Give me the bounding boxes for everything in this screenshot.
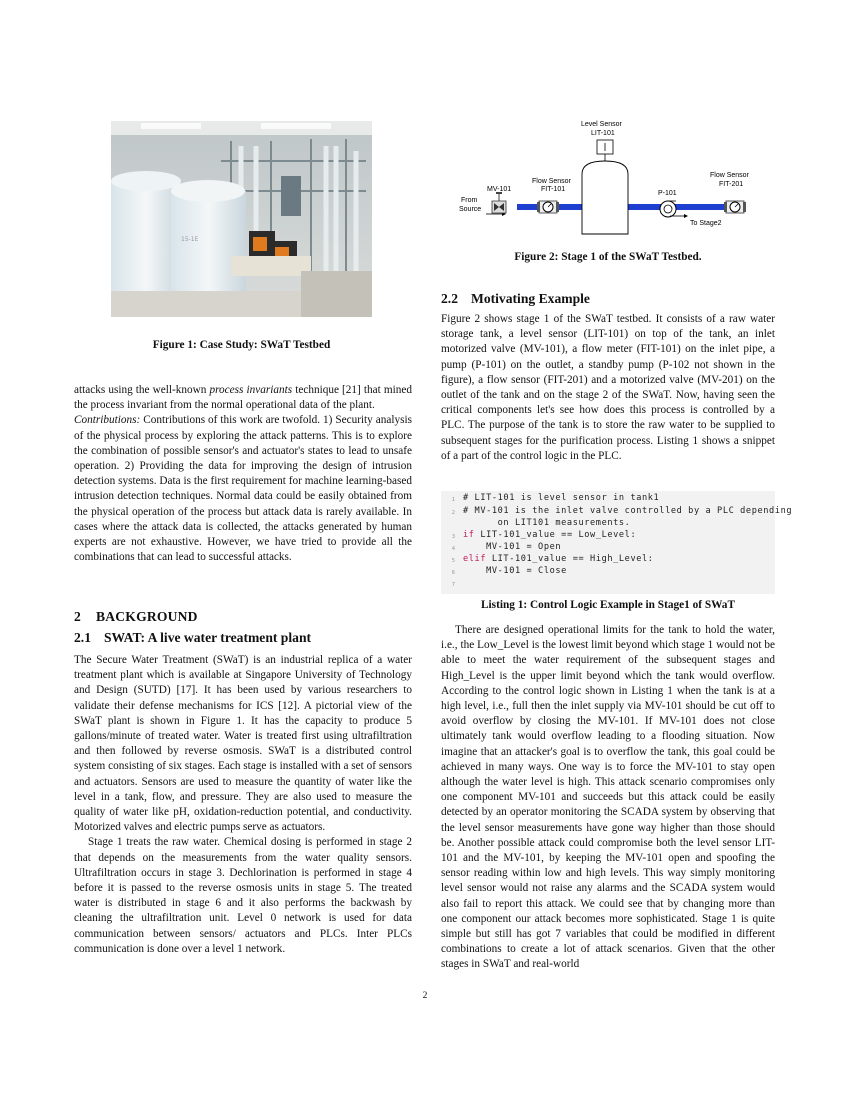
- paragraph: There are designed operational limits for the tank to hold the water, i.e., the Low_Level is the lowest limit beyond which stage 1 would not be able to meet the water requirement of the subsequent stages and High_Level is the upper limit beyond which the tank would overflow. According to the control logic shown in Listing 1 when the tank is at a high level, i.e., full then the inlet supply via MV-101 should be cut off to avoid overflow by closing the MV-101. If MV-101 does not close ultimately tank would overflow leading to a flooding situation. Now imagine that an attacker's goal is to overflow the tank, this goal could be achieved in many ways. One way is to force the MV-101 to stay open although the water level is high. This attack scenario compromises only one component MV-101 and succeeds but this attack could be easily detected by an operator monitoring the SCADA system by observing that the level sensor measurements have gone way higher than those should be. Another possible attack could compromise both the level sensor LIT-101 and the MV-101, by keeping the MV-101 open and spoofing the sensor reading within low and high levels. This way simply monitoring level sensor would not raise any alarms and the SCADA system would also fail to report this attack. We could see that by changing more than one component our attack becomes more sophisticated. Stage 1 is quite simple but still has got 7 variables that could be modified in different combinations to create a lot of attack scenarios. Given that the other stages in SWaT and real-world: [441, 624, 775, 971]
- valve-icon: [492, 192, 506, 213]
- section-heading: 2 BACKGROUND: [74, 609, 198, 624]
- code-listing: [441, 491, 793, 594]
- figure1-photo: [111, 121, 372, 317]
- figure2-diagram: [452, 116, 782, 246]
- level-sensor-label: Level Sensor: [581, 121, 622, 128]
- code-line: elif LIT-101_value == High_Level:: [463, 554, 654, 564]
- contributions-paragraph: Contributions: Contributions of this work are twofold. 1) Security analysis of the physical process by exploring the attack patterns. This is to explore the combination of possible sensor's and actuator's states to lead to unsafe operation. 2) Providing the data for improving the design of intrusion detection systems. Data is the first requirement for machine learning-based intrusion detection techniques. Normal data could be easily obtained from the physical operation of the process but attack data is rarely available. In cases where the attack data is collected, the attacks generated by human experts are not exhaustive. However, we have tried to provide all the combinations that can lead to successful attacks.: [74, 414, 412, 564]
- right-column-top: [441, 312, 775, 464]
- figure1-caption: Figure 1: Case Study: SWaT Testbed: [152, 339, 331, 351]
- paragraph: Stage 1 treats the raw water. Chemical dosing is performed in stage 2 that depends on the measurements from the water quality sensors. Ultrafiltration occurs in stage 3. Dechlorination is performed in stage 4 before it is passed to the reverse osmosis units in stage 5. The treated water is distributed in stage 6 and it also performs the backwash by cleaning the ultrafiltration unit. Level 0 network is used for data communication between sensors/ actuators and PLCs. Inter PLCs communication is done over a level 1 network.: [74, 836, 412, 955]
- right-column-bottom: [441, 623, 775, 973]
- source-label: Source: [459, 206, 482, 213]
- left-column-bottom: [74, 653, 412, 957]
- code-line: # MV-101 is the inlet valve controlled by a PLC depending: [463, 506, 793, 516]
- code-line: MV-101 = Close: [463, 566, 567, 576]
- line-number: 7: [451, 582, 455, 588]
- paragraph: attacks using the well-known process invariants technique [21] that mined the process invariant from the normal operational data of the plant.: [74, 384, 412, 412]
- pump-icon: [660, 201, 676, 217]
- figure2-caption: Figure 2: Stage 1 of the SWaT Testbed.: [514, 251, 702, 263]
- code-line: # LIT-101 is level sensor in tank1: [463, 493, 660, 503]
- line-number: 2: [451, 510, 455, 516]
- flow-sensor-1-label: Flow Sensor: [532, 178, 571, 185]
- line-number: 5: [451, 558, 455, 564]
- tank-label: 15-1E: [181, 236, 199, 243]
- line-number: 3: [451, 534, 455, 540]
- fit201-label: FIT-201: [719, 181, 744, 188]
- raw-water-tank: [582, 161, 628, 234]
- line-number: 1: [451, 497, 455, 503]
- from-label: From: [461, 197, 478, 204]
- flow-sensor-icon-2: [724, 201, 746, 213]
- lit101-label: LIT-101: [591, 130, 615, 137]
- fit101-label: FIT-101: [541, 186, 566, 193]
- line-number: 6: [451, 570, 455, 576]
- subsection-heading: 2.1 SWAT: A live water treatment plant: [74, 630, 312, 645]
- listing-caption: Listing 1: Control Logic Example in Stage1 of SWaT: [481, 599, 735, 611]
- line-number: 4: [451, 546, 455, 552]
- to-stage2-label: To Stage2: [690, 220, 722, 227]
- code-line: on LIT101 measurements.: [463, 518, 631, 528]
- outlet-pipe-2: [674, 204, 726, 210]
- swat-testbed-photo: [111, 121, 372, 317]
- paragraph: Figure 2 shows stage 1 of the SWaT testbed. It consists of a raw water storage tank, a level sensor (LIT-101) on top of the tank, an inlet motorized valve (MV-101), a flow meter (FIT-101) on the inlet pipe, a pump (P-101) on the outlet, a standby pump (P-102 not shown in the figure), a flow sensor (FIT-201) and a motorized valve (MV-201) on the outlet of the tank and on the stage 2 of the SWaT. Now, having seen the critical components let's see how does this process is controlled by a PLC. The purpose of the tank is to store the raw water to be supplied to subsequent stages for the purification process. Listing 1 shows a snippet of a part of the control logic in the PLC.: [441, 313, 775, 462]
- flow-sensor-icon: [537, 201, 559, 213]
- flow-sensor-2-label: Flow Sensor: [710, 172, 749, 179]
- left-column-top: [74, 383, 412, 565]
- subsection-heading: 2.2 Motivating Example: [441, 291, 590, 306]
- code-line: MV-101 = Open: [463, 542, 562, 552]
- p101-label: P-101: [658, 190, 677, 197]
- paragraph: The Secure Water Treatment (SWaT) is an industrial replica of a water treatment plant which is available at Singapore University of Technology and Design (SUTD) [17]. It has been used by various researchers to validate their defense mechanisms for ICS [12]. A pictorial view of the SWaT plant is shown in Figure 1. It has the capacity to produce 5 gallons/minute of treated water. Water is treated first using ultrafiltration and then followed by reverse osmosis. SWaT is a distributed control system consisting of six stages. Each stage is installed with a set of sensors and actuators. Sensors are used to measure the quantity of water like the level in a tank, flow, and pressure. They are also used to measure the quality of water like pH, oxidation-reduction potential, and conductivity. Motorized valves and electric pumps serve as actuators.: [74, 654, 412, 834]
- code-line: if LIT-101_value == Low_Level:: [463, 530, 637, 540]
- mv101-label: MV-101: [487, 186, 512, 193]
- page-number: 2: [422, 991, 428, 1001]
